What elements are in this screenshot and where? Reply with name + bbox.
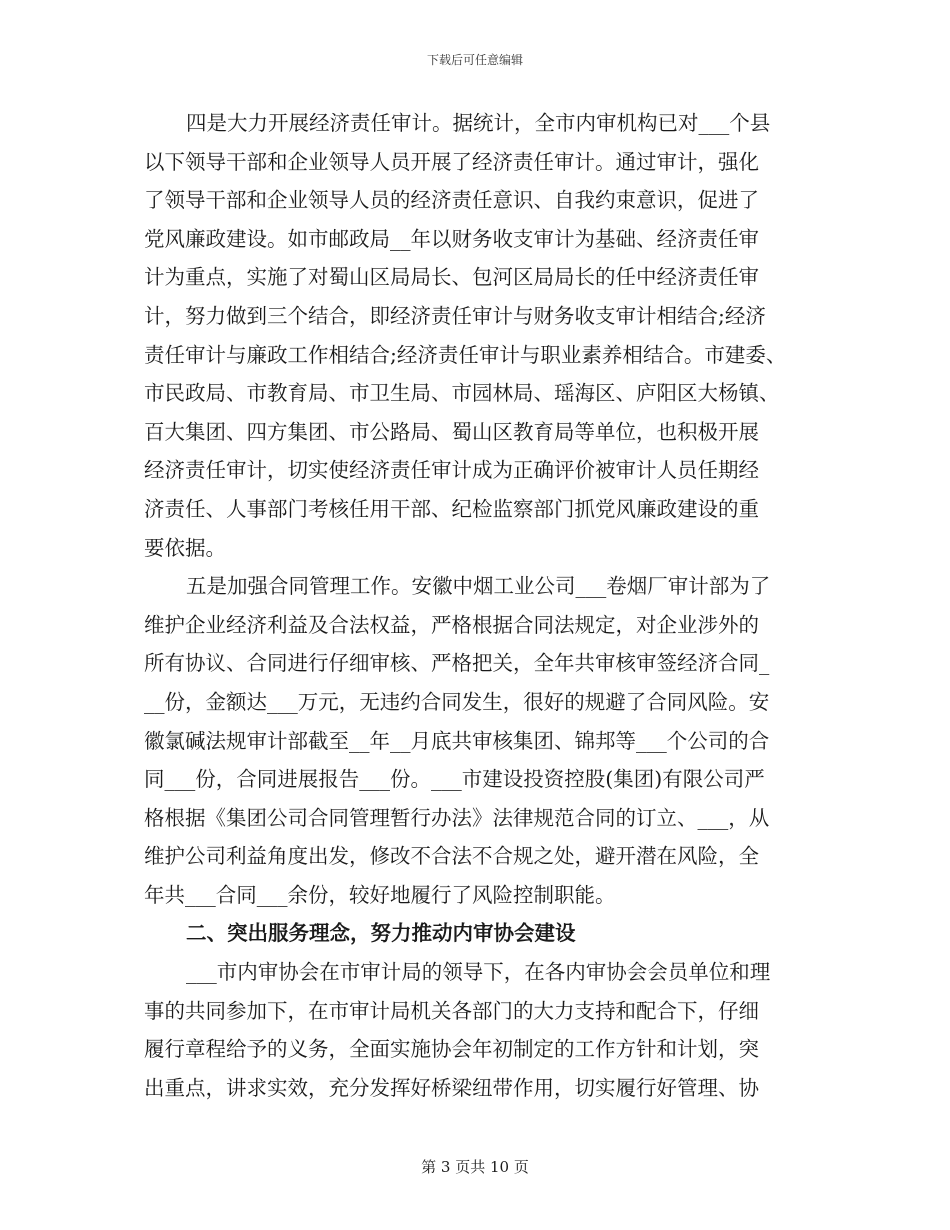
text-line: 格根据《集团公司合同管理暂行办法》法律规范合同的订立、___，从 [144,805,770,830]
page-number: 第 3 页共 10 页 [421,1158,529,1176]
text-line: 所有协议、合同进行仔细审核、严格把关，全年共审核审签经济合同_ [144,651,770,676]
text-line: ___市内审协会在市审计局的领导下，在各内审协会会员单位和理 [186,960,771,985]
text-line: 市民政局、市教育局、市卫生局、市园林局、瑶海区、庐阳区大杨镇、 [144,381,780,406]
text-line: 计为重点，实施了对蜀山区局局长、包河区局局长的任中经济责任审 [144,265,759,290]
text-line: 百大集团、四方集团、市公路局、蜀山区教育局等单位，也积极开展 [144,419,759,444]
text-line: 要依据。 [144,535,226,560]
text-line: 四是大力开展经济责任审计。据统计，全市内审机构已对___个县 [186,111,771,135]
document-body [144,104,804,1107]
text-line: 以下领导干部和企业领导人员开展了经济责任审计。通过审计，强化 [144,149,759,174]
text-line: 责任审计与廉政工作相结合;经济责任审计与职业素养相结合。市建委、 [144,342,787,367]
text-line: 经济责任审计，切实使经济责任审计成为正确评价被审计人员任期经 [144,458,759,483]
text-line: 年共___合同___余份，较好地履行了风险控制职能。 [144,882,616,907]
text-line: 徽氯碱法规审计部截至__年__月底共审核集团、锦邦等___个公司的合 [144,728,770,753]
paragraph-audit-association [144,953,804,1107]
text-line: 维护企业经济利益及合法权益，严格根据合同法规定，对企业涉外的 [144,612,759,637]
text-line: __份，金额达___万元，无违约合同发生，很好的规避了合同风险。安 [144,689,770,714]
heading-line: 二、突出服务理念，努力推动内审协会建设 [186,921,576,946]
text-line: 济责任、人事部门考核任用干部、纪检监察部门抓党风廉政建设的重 [144,496,759,521]
page-header: 下载后可任意编辑 [426,53,523,67]
text-line: 了领导干部和企业领导人员的经济责任意识、自我约束意识，促进了 [144,188,759,213]
text-line: 五是加强合同管理工作。安徽中烟工业公司___卷烟厂审计部为了 [186,574,771,599]
text-line: 出重点，讲求实效，充分发挥好桥梁纽带作用，切实履行好管理、协 [144,1075,759,1100]
text-line: 事的共同参加下，在市审计局机关各部门的大力支持和配合下，仔细 [144,998,759,1023]
text-line: 维护公司利益角度出发，修改不合法不合规之处，避开潜在风险，全 [144,844,759,869]
section-heading [144,914,804,953]
paragraph-economic-audit [144,104,804,567]
text-line: 计，努力做到三个结合，即经济责任审计与财务收支审计相结合;经济 [144,303,766,328]
paragraph-contract-management [144,567,804,914]
text-line: 党风廉政建设。如市邮政局__年以财务收支审计为基础、经济责任审 [144,226,759,251]
text-line: 履行章程给予的义务，全面实施协会年初制定的工作方针和计划，突 [144,1037,759,1062]
text-line: 同___份，合同进展报告___份。___市建设投资控股(集团)有限公司严 [144,767,765,792]
